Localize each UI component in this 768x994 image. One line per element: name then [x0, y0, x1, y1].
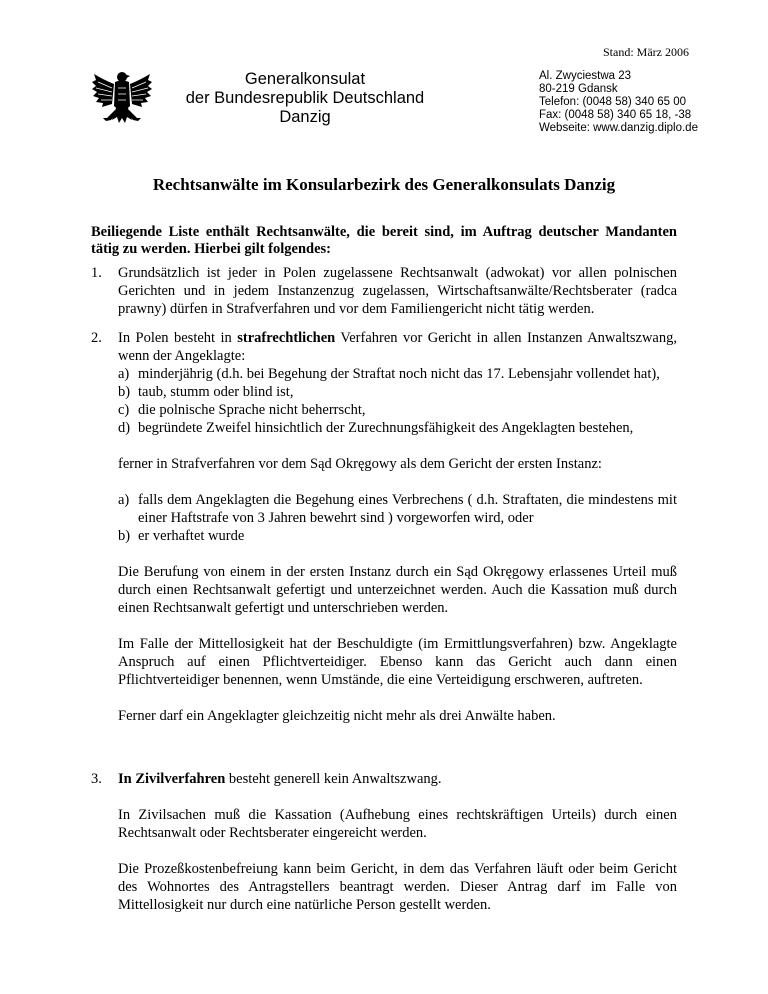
consulate-name	[165, 70, 445, 127]
list-item-2	[91, 329, 677, 725]
item-number: 1.	[91, 265, 102, 281]
case-c: c) die polnische Sprache nicht beherrscht,	[118, 402, 366, 418]
bold-strafrechtlichen: strafrechtlichen	[237, 330, 336, 346]
stand-date: Stand: März 2006	[603, 45, 689, 59]
address-fax: Fax: (0048 58) 340 65 18, -38	[539, 109, 692, 121]
address-phone: Telefon: (0048 58) 340 65 00	[539, 96, 687, 108]
case-d: d) begründete Zweifel hinsichtlich der Zurechnungsfähigkeit des Angeklagten bestehen,	[118, 420, 634, 436]
item-1-text: Grundsätzlich ist jeder in Polen zugelassene Rechtsanwalt (adwokat) vor allen polnischen Gerichten und in jedem Instanzenzug zugelassen, Wirtschaftsanwälte/Rechtsberater (radca prawny) dürfen in Strafverfahren und vor dem Familiengericht nicht tätig werden.	[118, 265, 677, 317]
document-title: Rechtsanwälte im Konsularbezirk des Generalkonsulats Danzig	[152, 175, 616, 194]
list-item-3	[91, 770, 677, 914]
address-street: Al. Zwyciestwa 23	[539, 70, 632, 82]
ferner-paragraph: ferner in Strafverfahren vor dem Sąd Okręgowy als dem Gericht der ersten Instanz:	[118, 456, 602, 472]
mittellos-paragraph: Im Falle der Mittellosigkeit hat der Beschuldigte (im Ermittlungsverfahren) bzw. Angeklagte Anspruch auf einen Pflichtverteidiger. Ebenso kann das Gericht auch dann einen Pflichtverteidiger benennen, wenn Umstände, die eine Verteidigung erschweren, auftreten.	[118, 636, 677, 688]
berufung-paragraph: Die Berufung von einem in der ersten Instanz durch ein Sąd Okręgowy erlassenes Urteil muß durch einen Rechtsanwalt gefertigt und unterzeichnet werden. Auch die Kassation muß durch einen Rechtsanwalt gefertigt und unterschrieben werden.	[118, 564, 677, 616]
anwaelte-paragraph: Ferner darf ein Angeklagter gleichzeitig nicht mehr als drei Anwälte haben.	[118, 708, 556, 724]
case-b: b) taub, stumm oder blind ist,	[118, 384, 294, 400]
list-item-1	[91, 264, 677, 318]
case-a: a) minderjährig (d.h. bei Begehung der Straftat noch nicht das 17. Lebensjahr vollendet hat),	[118, 366, 660, 382]
item-number: 2.	[91, 330, 102, 346]
address-block	[539, 70, 698, 135]
item-number: 3.	[91, 771, 102, 787]
consulate-line-3: Danzig	[279, 108, 331, 126]
item-2-lead: In Polen besteht in strafrechtlichen Verfahren vor Gericht in allen Instanzen Anwaltszwang, wenn der Angeklagte:	[118, 330, 677, 364]
item-3-lead: In Zivilverfahren besteht generell kein Anwaltszwang.	[118, 771, 442, 787]
address-city: 80-219 Gdansk	[539, 83, 618, 95]
bold-zivilverfahren: In Zivilverfahren	[118, 771, 226, 787]
prozesskosten-paragraph: Die Prozeßkostenbefreiung kann beim Gericht, in dem das Verfahren läuft oder beim Gericht des Wohnortes des Antragstellers beantragt werden. Dieser Antrag darf im Falle von Mittellosigkeit nur durch eine natürliche Person gestellt werden.	[118, 861, 677, 913]
consulate-line-1: Generalkonsulat	[244, 70, 366, 88]
kassation-paragraph: In Zivilsachen muß die Kassation (Aufhebung eines rechtskräftigen Urteils) durch einen Rechtsanwalt oder Rechtsberater eingereicht werden.	[118, 807, 677, 841]
federal-eagle-icon	[90, 68, 154, 138]
case2-b: b) er verhaftet wurde	[118, 528, 245, 544]
consulate-line-2: der Bundesrepublik Deutschland	[185, 89, 425, 107]
address-website: Webseite: www.danzig.diplo.de	[539, 122, 698, 134]
intro-paragraph: Beiliegende Liste enthält Rechtsanwälte, die bereit sind, im Auftrag deutscher Mandanten tätig zu werden. Hierbei gilt folgendes:	[91, 224, 677, 257]
case2-a: a) falls dem Angeklagten die Begehung eines Verbrechens ( d.h. Straftaten, die mindestens mit einer Haftstrafe von 3 Jahren bewehrt sind ) vorgeworfen wird, oder	[118, 492, 677, 526]
